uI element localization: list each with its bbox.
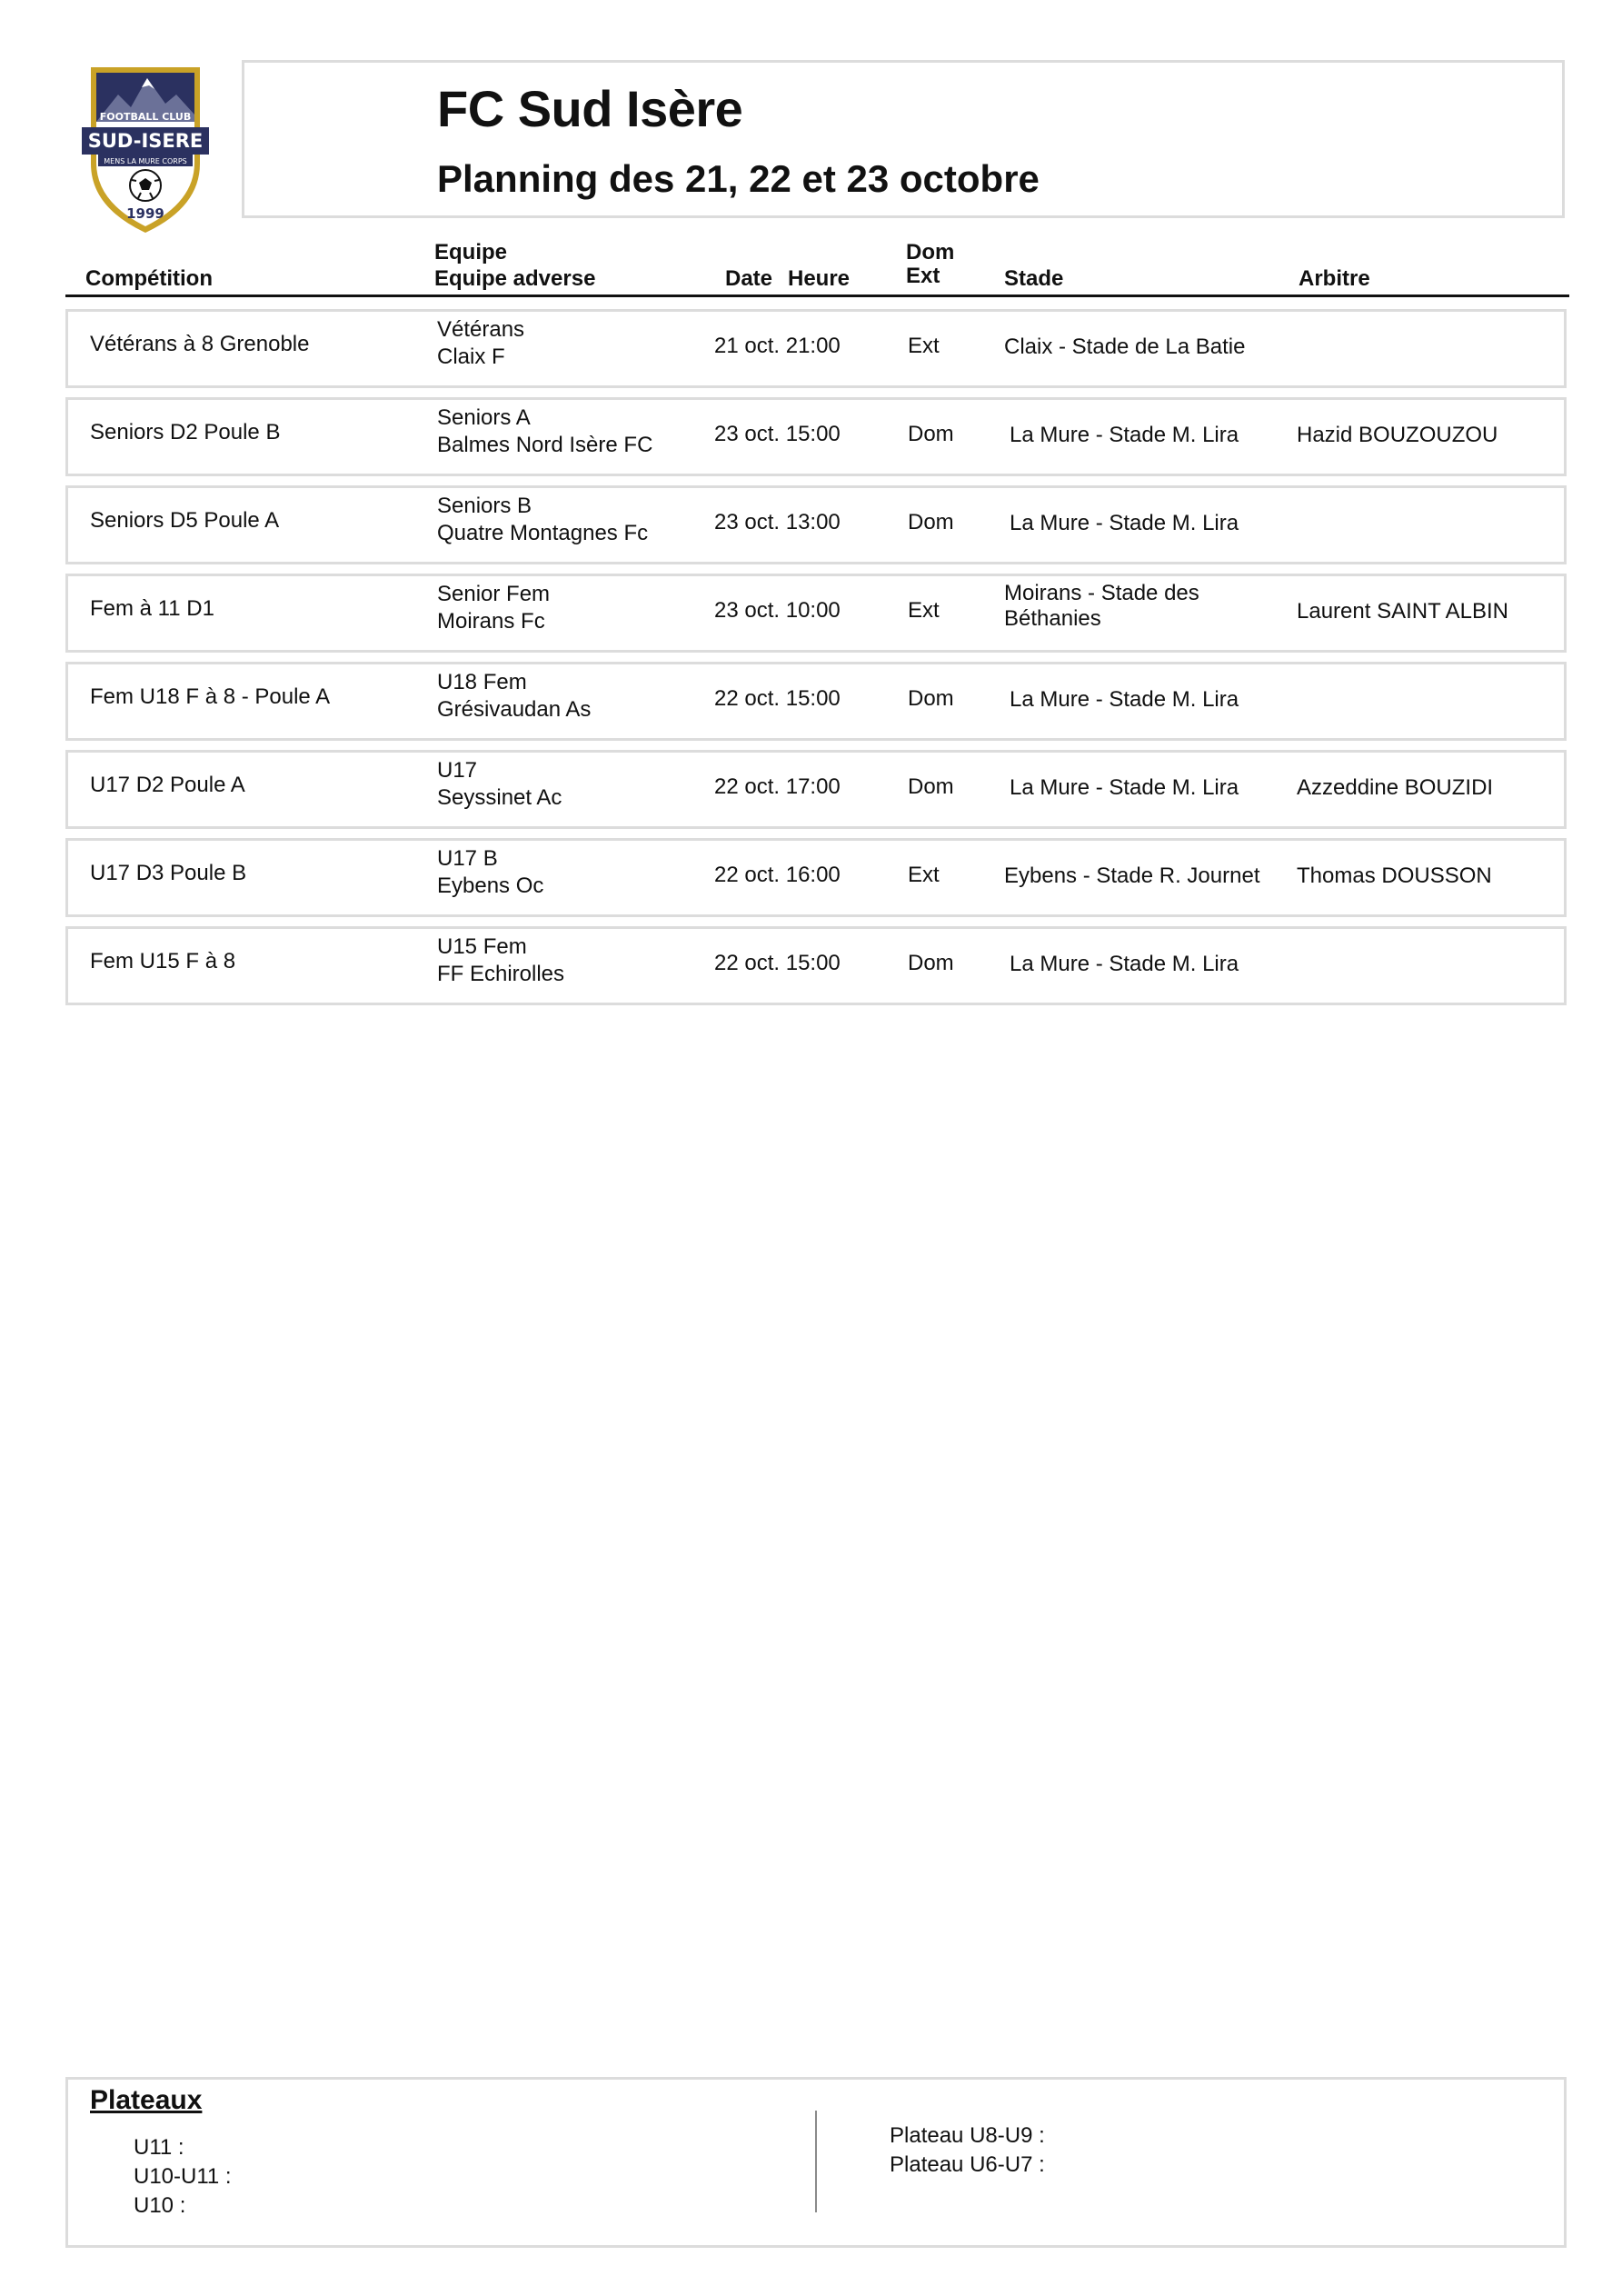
match-date-time [714, 862, 841, 889]
match-teams [437, 404, 652, 459]
match-adversaire: FF Echirolles [437, 962, 565, 986]
match-equipe: U15 Fem [437, 934, 527, 959]
match-adversaire: Eybens Oc [437, 873, 544, 898]
match-competition: Seniors D5 Poule A [90, 508, 280, 533]
match-competition: U17 D3 Poule B [90, 861, 247, 885]
match-heure: 15:00 [785, 951, 841, 975]
match-teams [437, 493, 648, 547]
col-header-ext: Ext [906, 264, 940, 288]
match-date: 23 oct. [714, 598, 781, 623]
match-stade: Eybens - Stade R. Journet [1004, 863, 1260, 888]
match-row [65, 926, 1567, 1005]
match-date-time [714, 333, 841, 360]
match-row [65, 750, 1567, 829]
plateaux-divider [815, 2111, 817, 2212]
match-adversaire: Moirans Fc [437, 609, 545, 634]
match-equipe: Senior Fem [437, 582, 551, 606]
match-equipe: Vétérans [437, 317, 525, 342]
plateau-u10-u11: U10-U11 : [134, 2164, 232, 2189]
match-stade: Claix - Stade de La Batie [1004, 334, 1246, 359]
match-date-time [714, 774, 841, 801]
title-box [242, 60, 1565, 218]
plateau-u10: U10 : [134, 2193, 186, 2218]
match-adversaire: Quatre Montagnes Fc [437, 521, 649, 545]
logo-text-towns: MENS LA MURE CORPS [104, 157, 187, 165]
match-row [65, 574, 1567, 653]
club-logo [78, 55, 213, 236]
col-header-stade: Stade [1004, 266, 1064, 291]
match-competition: Fem U15 F à 8 [90, 949, 236, 973]
match-competition: Fem U18 F à 8 - Poule A [90, 684, 331, 709]
col-header-date: Date [725, 266, 773, 291]
match-stade: Moirans - Stade des Béthanies [1004, 581, 1199, 631]
match-date-time [714, 685, 841, 713]
plateaux-box [65, 2077, 1567, 2248]
match-row [65, 309, 1567, 388]
match-dom-ext: Dom [908, 422, 954, 446]
match-date: 22 oct. [714, 686, 781, 711]
logo-year: 1999 [126, 205, 164, 222]
match-teams [437, 316, 524, 371]
match-teams [437, 757, 562, 812]
col-header-arbitre: Arbitre [1299, 266, 1370, 291]
match-teams [437, 669, 591, 724]
match-equipe: Seniors A [437, 405, 531, 430]
match-teams [437, 581, 550, 635]
col-header-competition: Compétition [85, 266, 213, 291]
logo-text-top: FOOTBALL CLUB [99, 111, 192, 123]
match-dom-ext: Ext [908, 598, 940, 623]
match-row [65, 662, 1567, 741]
match-heure: 15:00 [785, 422, 841, 446]
col-header-dom: Dom [906, 240, 955, 265]
match-competition: Vétérans à 8 Grenoble [90, 332, 310, 356]
match-date: 22 oct. [714, 774, 781, 799]
match-date: 23 oct. [714, 422, 781, 446]
match-date: 21 oct. [714, 334, 781, 358]
match-arbitre: Thomas DOUSSON [1297, 863, 1492, 888]
planning-title: Planning des 21, 22 et 23 octobre [437, 157, 1040, 200]
match-stade: La Mure - Stade M. Lira [1010, 423, 1239, 447]
match-dom-ext: Dom [908, 510, 954, 534]
col-header-heure: Heure [788, 266, 851, 291]
match-dom-ext: Dom [908, 951, 954, 975]
match-equipe: U17 [437, 758, 478, 783]
plateau-u8-u9: Plateau U8-U9 : [890, 2123, 1045, 2148]
col-header-equipe-adverse: Equipe adverse [434, 266, 596, 291]
match-adversaire: Seyssinet Ac [437, 785, 562, 810]
match-dom-ext: Dom [908, 686, 954, 711]
match-date: 22 oct. [714, 951, 781, 975]
match-heure: 10:00 [785, 598, 841, 623]
match-equipe: U18 Fem [437, 670, 527, 694]
col-header-equipe: Equipe [434, 240, 508, 265]
match-arbitre: Laurent SAINT ALBIN [1297, 599, 1509, 624]
match-stade: La Mure - Stade M. Lira [1010, 687, 1239, 712]
match-adversaire: Claix F [437, 344, 505, 369]
match-heure: 13:00 [785, 510, 841, 534]
plateau-u11: U11 : [134, 2135, 184, 2160]
match-teams [437, 845, 543, 900]
match-heure: 21:00 [785, 334, 841, 358]
match-heure: 15:00 [785, 686, 841, 711]
match-competition: U17 D2 Poule A [90, 773, 245, 797]
club-name: FC Sud Isère [437, 80, 743, 137]
match-equipe: Seniors B [437, 494, 532, 518]
match-competition: Fem à 11 D1 [90, 596, 214, 621]
match-date-time [714, 950, 841, 977]
match-competition: Seniors D2 Poule B [90, 420, 281, 444]
match-date-time [714, 421, 841, 448]
match-row [65, 838, 1567, 917]
match-equipe: U17 B [437, 846, 498, 871]
plateaux-title: Plateaux [90, 2085, 203, 2115]
match-heure: 16:00 [785, 863, 841, 887]
match-adversaire: Balmes Nord Isère FC [437, 433, 653, 457]
match-row [65, 485, 1567, 564]
football-icon [130, 170, 161, 201]
match-adversaire: Grésivaudan As [437, 697, 592, 722]
match-stade: La Mure - Stade M. Lira [1010, 952, 1239, 976]
match-stade: La Mure - Stade M. Lira [1010, 775, 1239, 800]
match-arbitre: Hazid BOUZOUZOU [1297, 423, 1498, 447]
match-dom-ext: Ext [908, 863, 940, 887]
match-dom-ext: Ext [908, 334, 940, 358]
match-row [65, 397, 1567, 476]
match-dom-ext: Dom [908, 774, 954, 799]
match-arbitre: Azzeddine BOUZIDI [1297, 775, 1494, 800]
logo-text-main: SUD-ISERE [87, 130, 204, 152]
header-rule [65, 294, 1569, 297]
match-teams [437, 933, 564, 988]
match-date: 23 oct. [714, 510, 781, 534]
match-date-time [714, 509, 841, 536]
match-date: 22 oct. [714, 863, 781, 887]
match-date-time [714, 597, 841, 624]
match-stade: La Mure - Stade M. Lira [1010, 511, 1239, 535]
plateau-u6-u7: Plateau U6-U7 : [890, 2152, 1045, 2177]
match-heure: 17:00 [785, 774, 841, 799]
